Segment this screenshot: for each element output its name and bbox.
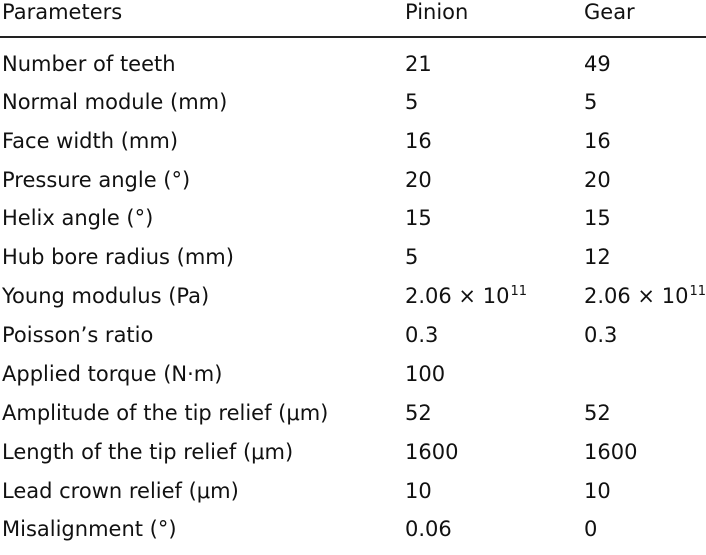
table-header-row bbox=[0, 0, 706, 34]
table-row bbox=[0, 323, 706, 361]
pinion-cell bbox=[405, 284, 527, 308]
table-row bbox=[0, 90, 706, 128]
parameter-cell: Young modulus (Pa) bbox=[2, 284, 210, 308]
table-row bbox=[0, 206, 706, 244]
pinion-cell: 20 bbox=[405, 168, 432, 192]
parameter-cell: Number of teeth bbox=[2, 52, 176, 76]
pinion-cell: 21 bbox=[405, 52, 432, 76]
gear-cell: 20 bbox=[584, 168, 611, 192]
pinion-cell: 1600 bbox=[405, 440, 459, 464]
gear-cell: 49 bbox=[584, 52, 611, 76]
table-row bbox=[0, 401, 706, 439]
pinion-cell: 5 bbox=[405, 90, 419, 114]
parameter-cell: Amplitude of the tip relief (μm) bbox=[2, 401, 329, 425]
gear-cell: 52 bbox=[584, 401, 611, 425]
parameter-cell: Length of the tip relief (μm) bbox=[2, 440, 294, 464]
gear-cell: 0 bbox=[584, 517, 598, 541]
pinion-cell: 5 bbox=[405, 245, 419, 269]
gear-mantissa: 2.06 × 10 bbox=[584, 284, 689, 308]
table-row bbox=[0, 129, 706, 167]
table-row bbox=[0, 479, 706, 517]
gear-cell: 0.3 bbox=[584, 323, 618, 347]
parameter-cell: Lead crown relief (μm) bbox=[2, 479, 239, 503]
pinion-cell: 100 bbox=[405, 362, 446, 386]
parameter-cell: Helix angle (°) bbox=[2, 206, 154, 230]
pinion-cell: 0.06 bbox=[405, 517, 452, 541]
header-pinion: Pinion bbox=[405, 0, 469, 24]
header-gear: Gear bbox=[584, 0, 635, 24]
pinion-cell: 15 bbox=[405, 206, 432, 230]
table-row bbox=[0, 52, 706, 90]
gear-cell bbox=[584, 284, 706, 308]
pinion-exponent: 11 bbox=[510, 284, 527, 299]
table-row bbox=[0, 284, 706, 322]
table-row bbox=[0, 168, 706, 206]
parameter-cell: Normal module (mm) bbox=[2, 90, 228, 114]
table-row bbox=[0, 517, 706, 555]
gear-cell: 15 bbox=[584, 206, 611, 230]
pinion-cell: 10 bbox=[405, 479, 432, 503]
table-row bbox=[0, 440, 706, 478]
table-row bbox=[0, 362, 706, 400]
table-row bbox=[0, 245, 706, 283]
header-rule bbox=[0, 36, 706, 38]
parameter-cell: Misalignment (°) bbox=[2, 517, 177, 541]
parameter-cell: Applied torque (N·m) bbox=[2, 362, 223, 386]
parameter-cell: Face width (mm) bbox=[2, 129, 179, 153]
pinion-cell: 52 bbox=[405, 401, 432, 425]
gear-cell: 1600 bbox=[584, 440, 638, 464]
gear-cell: 12 bbox=[584, 245, 611, 269]
parameter-cell: Pressure angle (°) bbox=[2, 168, 191, 192]
pinion-cell: 16 bbox=[405, 129, 432, 153]
gear-cell: 16 bbox=[584, 129, 611, 153]
pinion-mantissa: 2.06 × 10 bbox=[405, 284, 510, 308]
parameter-cell: Hub bore radius (mm) bbox=[2, 245, 234, 269]
gear-cell: 5 bbox=[584, 90, 598, 114]
gear-cell: 10 bbox=[584, 479, 611, 503]
pinion-cell: 0.3 bbox=[405, 323, 439, 347]
gear-exponent: 11 bbox=[689, 284, 706, 299]
parameter-cell: Poisson’s ratio bbox=[2, 323, 154, 347]
header-parameters: Parameters bbox=[2, 0, 123, 24]
